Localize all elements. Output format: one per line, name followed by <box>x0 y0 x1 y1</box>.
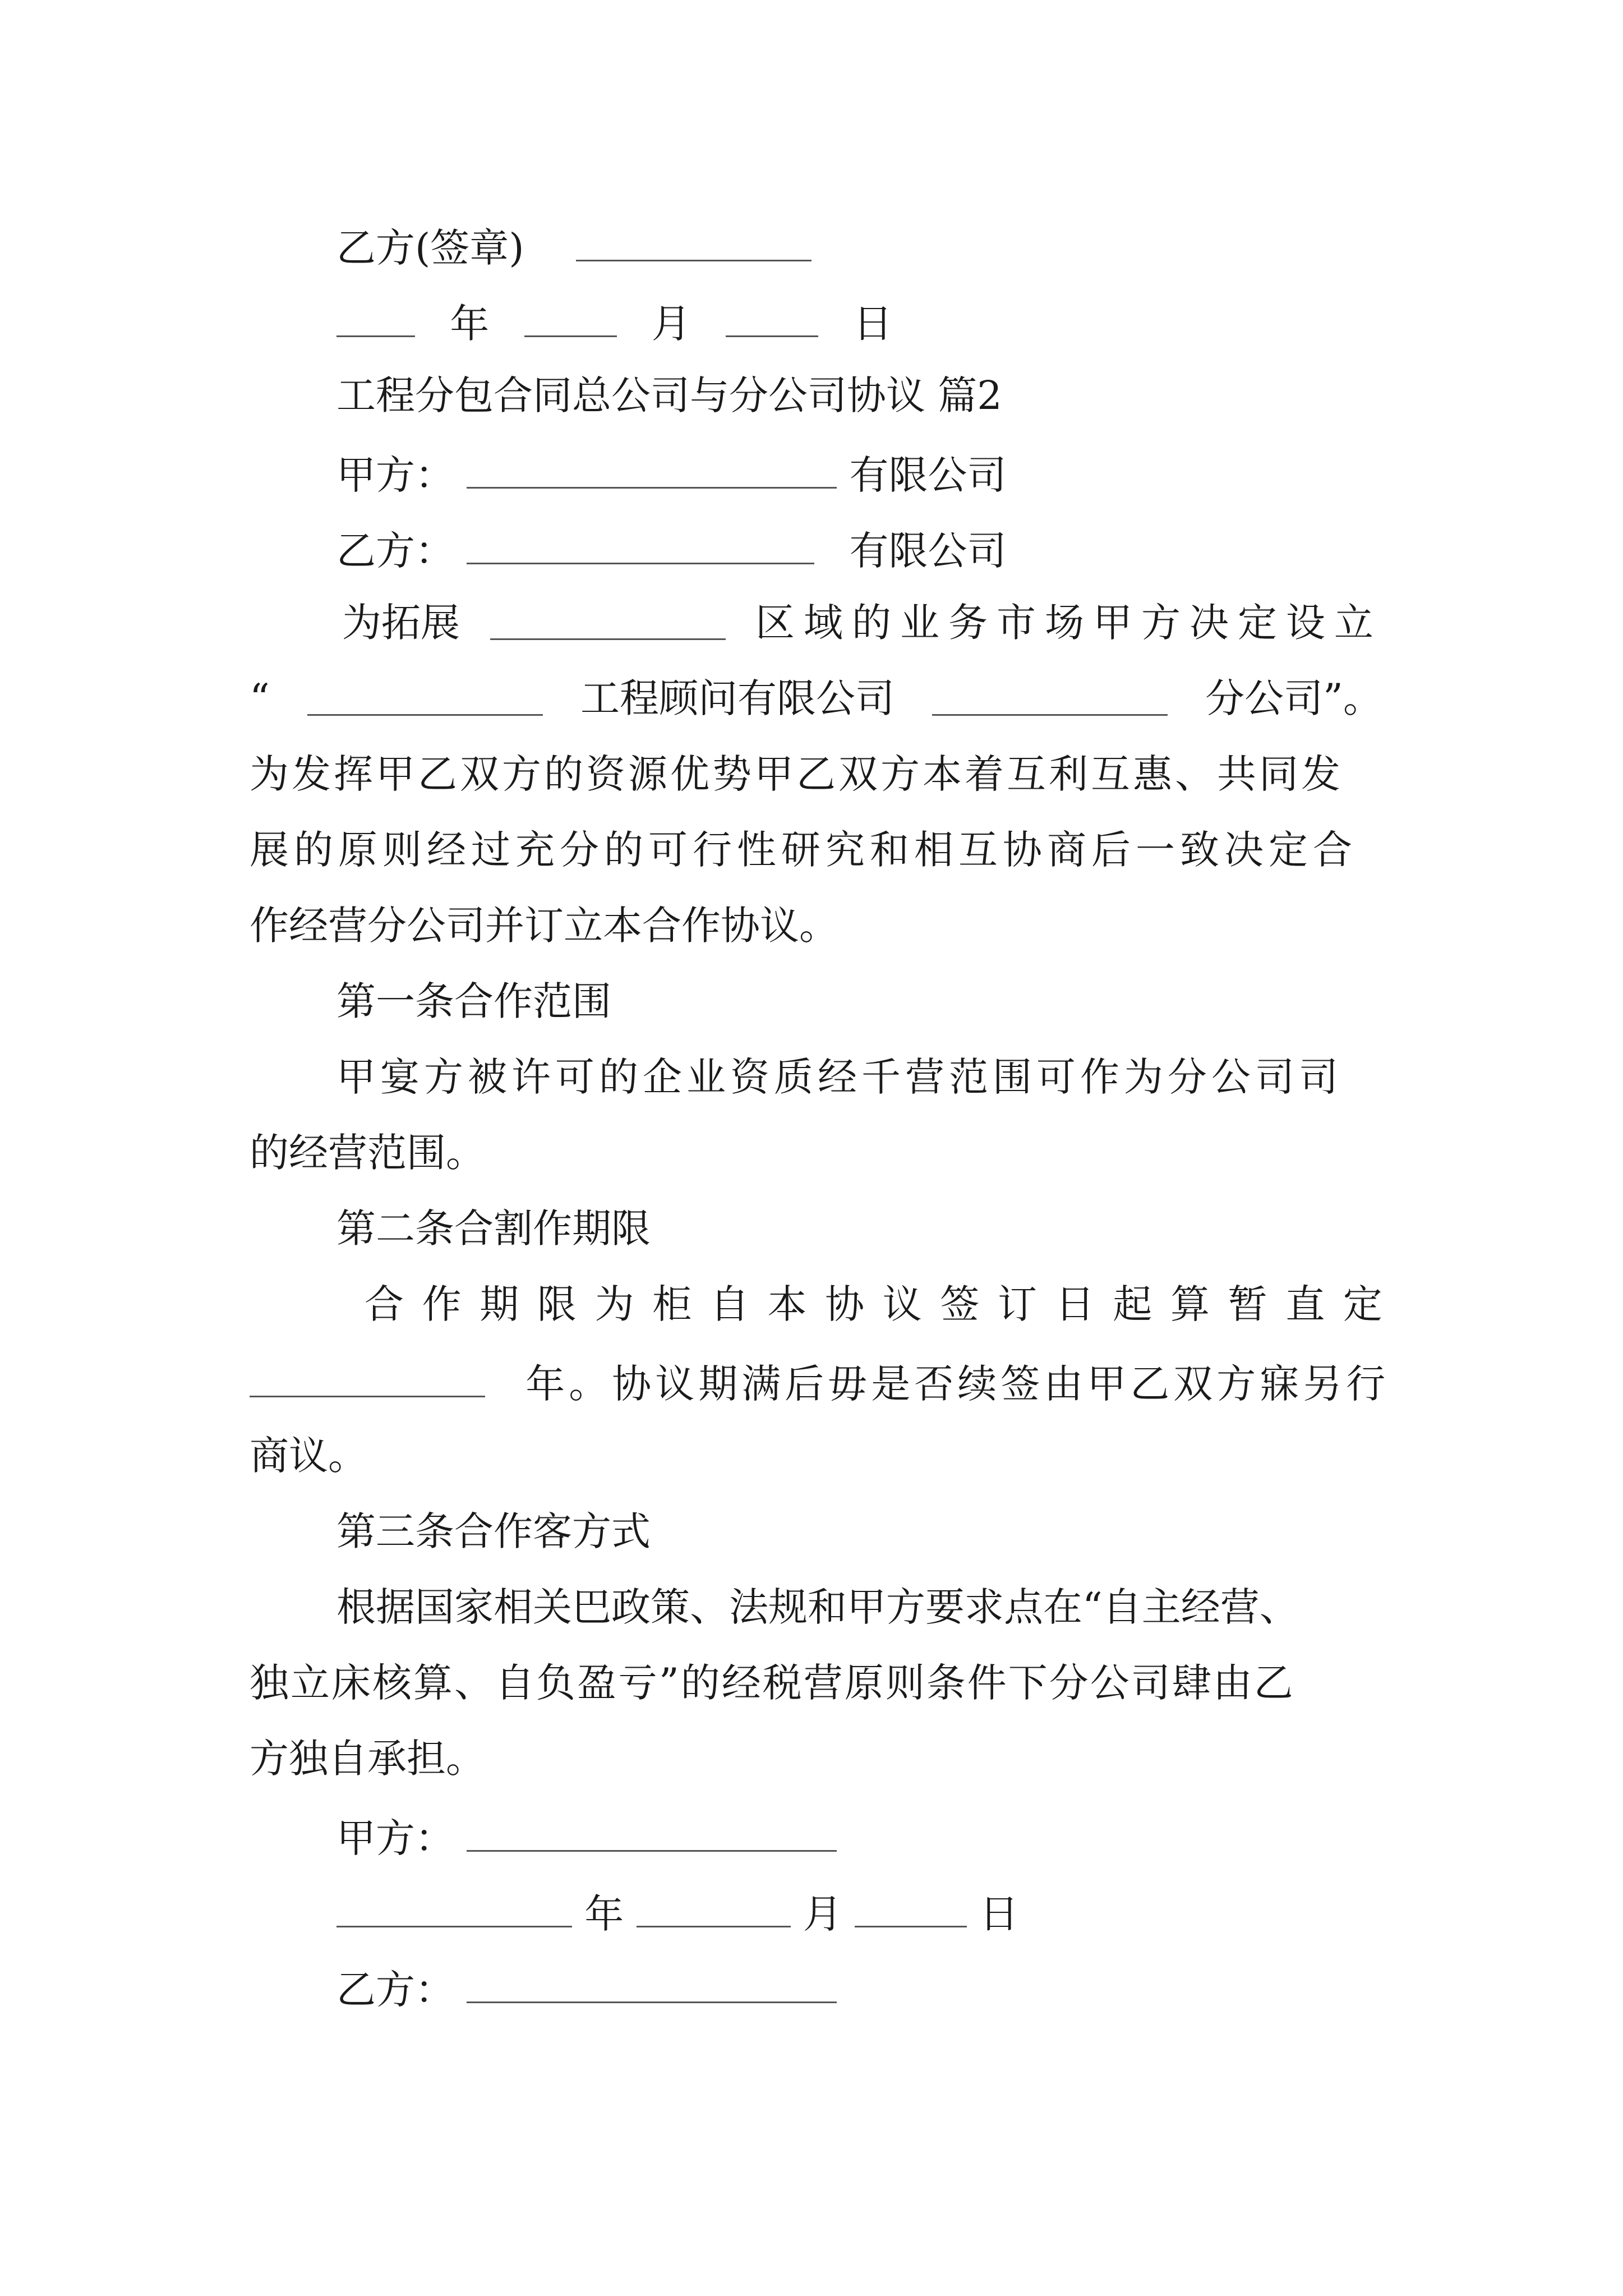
article-2-char: 协 <box>825 1281 865 1327</box>
top-date-line <box>336 300 893 347</box>
bottom-month-label: 月 <box>803 1891 842 1937</box>
day-label: 日 <box>853 301 893 347</box>
article-2-line-2 <box>250 1360 1390 1407</box>
article-3-heading: 第三条合作客方式 <box>336 1508 651 1554</box>
article-1-line-2: 的经营范围。 <box>250 1130 485 1176</box>
company-name-blank <box>307 679 543 716</box>
bottom-party-b-blank <box>467 1966 837 2003</box>
bottom-month-blank <box>637 1890 791 1927</box>
bottom-party-b-label: 乙方： <box>336 1967 454 2013</box>
term-years-blank <box>250 1360 485 1397</box>
article-3-line-2: 独立床核算、自负盈亏”的经税营原则条件下分公司肆由乙 <box>250 1660 1295 1706</box>
bottom-party-a-label: 甲方： <box>336 1815 454 1861</box>
intro-line-3: 为发挥甲乙双方的资源优势甲乙双方本着互利互惠、共同发 <box>250 751 1343 797</box>
bottom-party-b-line <box>336 1966 837 2013</box>
bottom-year-label: 年 <box>584 1891 624 1937</box>
year-label: 年 <box>450 301 490 347</box>
article-1-line-1: 甲宴方被许可的企业资质经千营范围可作为分公司司 <box>336 1054 1343 1100</box>
party-a-blank <box>467 452 837 489</box>
day-blank <box>726 300 818 337</box>
branch-text: 分公司”。 <box>1205 675 1382 721</box>
party-b-label: 乙方： <box>336 528 454 574</box>
party-a-label: 甲方： <box>336 452 454 498</box>
article-2-line-1 <box>365 1281 1382 1327</box>
region-blank <box>490 603 726 640</box>
article-2-char: 签 <box>940 1281 980 1327</box>
article-2-char: 定 <box>1343 1281 1382 1327</box>
bottom-party-a-line <box>336 1815 837 1861</box>
bottom-day-label: 日 <box>979 1891 1019 1937</box>
party-b-blank <box>467 527 814 564</box>
article-2-char: 议 <box>882 1281 922 1327</box>
article-2-char: 期 <box>479 1281 519 1327</box>
party-a-line <box>336 452 1007 498</box>
party-a-suffix: 有限公司 <box>849 452 1007 498</box>
article-3-line-3: 方独自承担。 <box>250 1736 485 1782</box>
article-2-char: 本 <box>767 1281 807 1327</box>
document-title: 工程分包合同总公司与分公司协议 篇2 <box>336 372 1002 418</box>
article-2-char: 订 <box>998 1281 1038 1327</box>
article-3-line-1: 根据国家相关巴政策、法规和甲方要求点在“自主经营、 <box>336 1584 1299 1630</box>
bottom-date-line <box>336 1890 1019 1937</box>
article-2-line-3: 商议。 <box>250 1433 367 1479</box>
article-2-char: 合 <box>365 1281 404 1327</box>
article-2-char: 自 <box>709 1281 749 1327</box>
year-blank <box>336 300 415 337</box>
intro-line-2 <box>250 675 1382 721</box>
party-b-suffix: 有限公司 <box>849 528 1007 574</box>
month-label: 月 <box>651 301 691 347</box>
top-signature-line <box>336 224 811 271</box>
article-2-char: 为 <box>594 1281 634 1327</box>
intro-line-1 <box>342 600 1382 646</box>
article-2-heading: 第二条合割作期限 <box>336 1205 651 1251</box>
party-b-seal-label: 乙方(签章) <box>336 225 524 271</box>
bottom-day-blank <box>855 1890 967 1927</box>
open-quote: “ <box>250 675 270 721</box>
seal-blank <box>576 224 811 261</box>
intro-expand-text: 为拓展 <box>342 600 460 646</box>
party-b-line <box>336 527 1007 574</box>
article-1-heading: 第一条合作范围 <box>336 978 611 1024</box>
article-2-char: 暂 <box>1228 1281 1267 1327</box>
article-2-char: 日 <box>1055 1281 1095 1327</box>
article-2-term-text: 年。协议期满后毋是否续签由甲乙双方寐另行 <box>525 1361 1390 1407</box>
intro-line-5: 作经营分公司并订立本合作协议。 <box>250 903 838 949</box>
article-2-char: 限 <box>537 1281 577 1327</box>
company-type-text: 工程顾问有限公司 <box>580 675 895 721</box>
branch-name-blank <box>932 679 1168 716</box>
article-2-char: 起 <box>1113 1281 1152 1327</box>
bottom-year-blank <box>336 1890 572 1927</box>
article-2-char: 作 <box>422 1281 462 1327</box>
article-2-char: 直 <box>1285 1281 1325 1327</box>
intro-region-text: 区域的业务市场甲方决定设立 <box>755 600 1382 646</box>
article-2-char: 算 <box>1170 1281 1210 1327</box>
article-2-char: 柜 <box>652 1281 692 1327</box>
month-blank <box>524 300 617 337</box>
bottom-party-a-blank <box>467 1815 837 1852</box>
intro-line-4: 展的原则经过充分的可行性研究和相互协商后一致决定合 <box>250 827 1357 873</box>
